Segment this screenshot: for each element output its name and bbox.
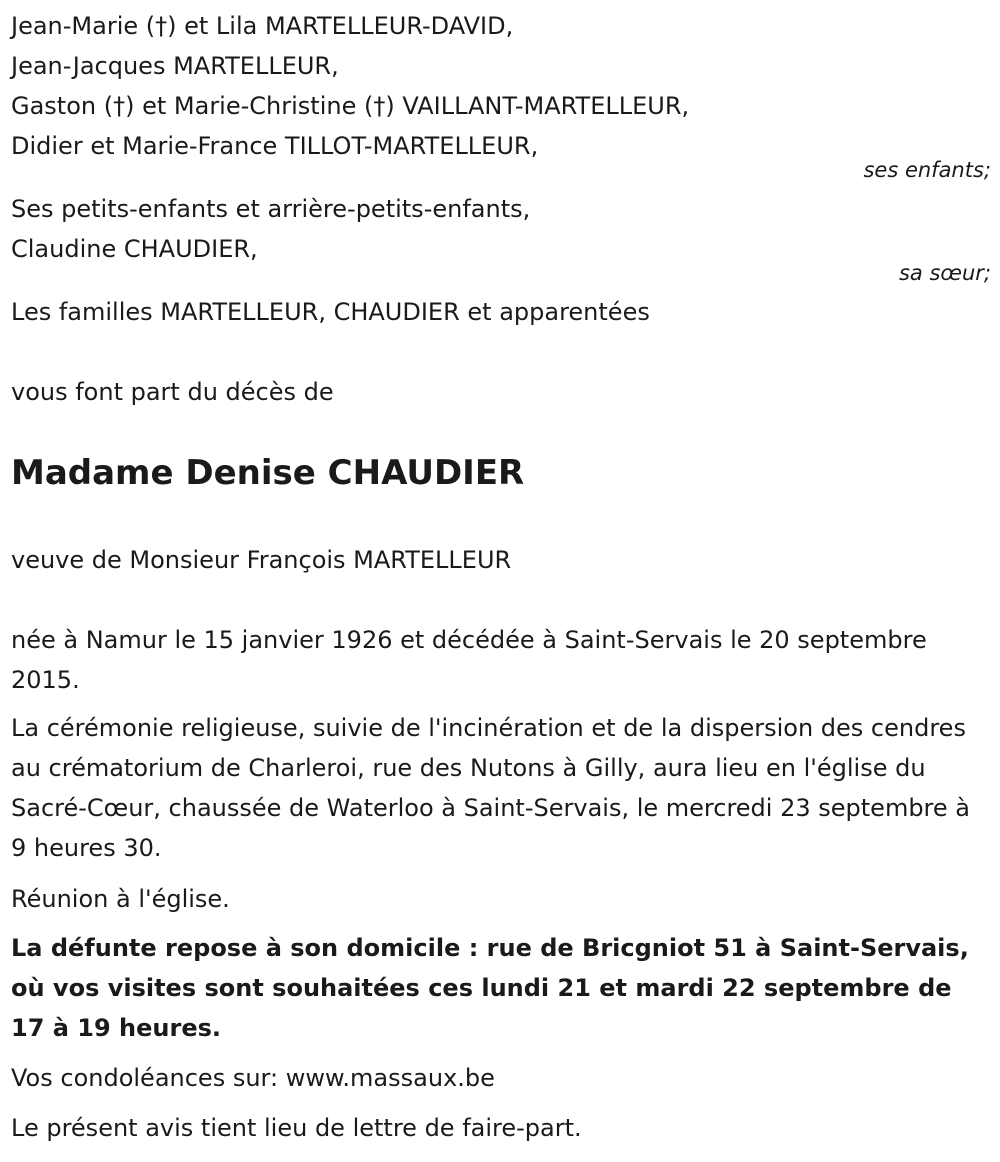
children-note: ses enfants; (863, 158, 991, 182)
families-line: Les familles MARTELLEUR, CHAUDIER et apparentées (11, 298, 650, 326)
closing-line: Le présent avis tient lieu de lettre de faire-part. (11, 1114, 582, 1142)
family-line-2: Jean-Jacques MARTELLEUR, (11, 52, 339, 80)
sister-note: sa sœur; (898, 261, 991, 285)
birth-death-paragraph: née à Namur le 15 janvier 1926 et décédée à Saint-Servais le 20 septembre 2015. (11, 626, 927, 694)
sister-line: Claudine CHAUDIER, (11, 235, 258, 263)
announcement-intro: vous font part du décès de (11, 378, 334, 406)
meeting-line: Réunion à l'église. (11, 885, 230, 913)
visitation-paragraph: La défunte repose à son domicile : rue de Bricgniot 51 à Saint-Servais, où vos visites sont souhaitées ces lundi 21 et mardi 22 septembre de 17 à 19 heures. (11, 934, 969, 1042)
family-line-4: Didier et Marie-France TILLOT-MARTELLEUR, (11, 132, 539, 160)
family-line-3: Gaston (†) et Marie-Christine (†) VAILLANT-MARTELLEUR, (11, 92, 690, 120)
condolences-line: Vos condoléances sur: www.massaux.be (11, 1064, 495, 1092)
ceremony-paragraph: La cérémonie religieuse, suivie de l'incinération et de la dispersion des cendres au crématorium de Charleroi, rue des Nutons à Gilly, aura lieu en l'église du Sacré-Cœur, chaussée de Waterloo à Saint-Servais, le mercredi 23 septembre à 9 heures 30. (11, 714, 970, 862)
grandchildren-line: Ses petits-enfants et arrière-petits-enfants, (11, 195, 531, 223)
widow-of-line: veuve de Monsieur François MARTELLEUR (11, 546, 512, 574)
family-line-1: Jean-Marie (†) et Lila MARTELLEUR-DAVID, (11, 12, 514, 40)
deceased-name: Madame Denise CHAUDIER (11, 453, 525, 493)
